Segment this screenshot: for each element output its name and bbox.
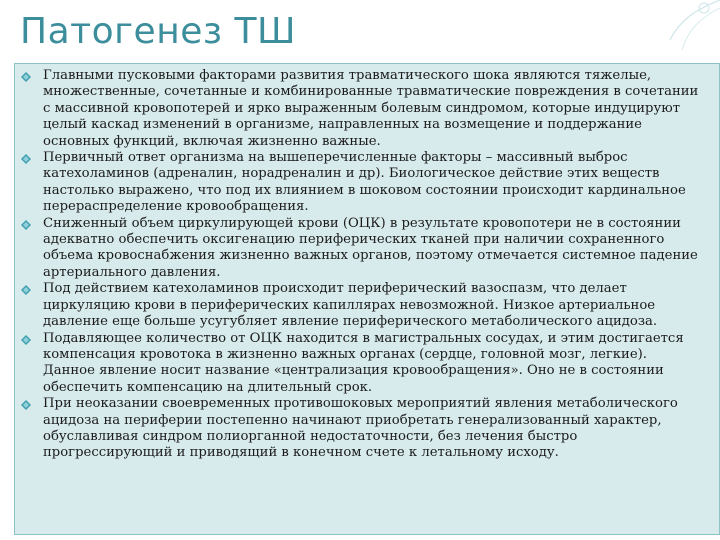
slide-title: Патогенез ТШ	[20, 11, 296, 52]
teal-diamond-bullet-icon	[21, 220, 31, 230]
content-panel	[14, 63, 720, 535]
teal-diamond-bullet-icon	[21, 72, 31, 82]
bullet-list	[15, 64, 719, 462]
bullet-text: Подавляющее количество от ОЦК находится в магистральных сосудах, и этим достигается компенсация кровотока в жизненно важных органах (сердце, головной мозг, легкие). Данное явление носит название «централизация кровообращения». Оно не в состоянии обеспечить компенсацию на длительный срок.	[43, 330, 684, 395]
teal-diamond-bullet-icon	[21, 335, 31, 345]
teal-diamond-bullet-icon	[21, 400, 31, 410]
bullet-text: Главными пусковыми факторами развития травматического шока являются тяжелые, множественные, сочетанные и комбинированные травматические повреждения в сочетании с массивной кровопотерей и ярко выраженным болевым синдромом, которые индуцируют целый каскад изменений в организме, направленных на возмещение и поддержание основных функций, включая жизненно важные.	[43, 68, 699, 149]
bullet-item	[43, 68, 701, 150]
bullet-item	[43, 396, 701, 462]
bullet-text: Под действием катехоламинов происходит периферический вазоспазм, что делает циркуляцию крови в периферических капиллярах невозможной. Низкое артериальное давление еще больше усугубляет явление периферического метаболического ацидоза.	[43, 281, 658, 330]
bullet-item	[43, 150, 701, 216]
corner-flourish-decoration	[600, 0, 720, 70]
teal-diamond-bullet-icon	[21, 285, 31, 295]
bullet-item	[43, 281, 701, 330]
bullet-text: Первичный ответ организма на вышеперечисленные факторы – массивный выброс катехоламинов (адреналин, норадреналин и др). Биологическое действие этих веществ настолько выражено, что под их влиянием в шоковом состоянии происходит кардинальное перераспределение кровообращения.	[43, 150, 686, 215]
bullet-text: При неоказании своевременных противошоковых мероприятий явления метаболического ацидоза на периферии постепенно начинают приобретать генерализованный характер, обуславливая синдром полиорганной недостаточности, без лечения быстро прогрессирующий и приводящий в конечном счете к летальному исходу.	[43, 396, 678, 461]
bullet-text: Сниженный объем циркулирующей крови (ОЦК) в результате кровопотери не в состоянии адекватно обеспечить оксигенацию периферических тканей при наличии сохраненного объема кровоснабжения жизненно важных органов, поэтому отмечается системное падение артериального давления.	[43, 215, 698, 280]
bullet-item	[43, 331, 701, 397]
bullet-item	[43, 216, 701, 282]
teal-diamond-bullet-icon	[21, 154, 31, 164]
